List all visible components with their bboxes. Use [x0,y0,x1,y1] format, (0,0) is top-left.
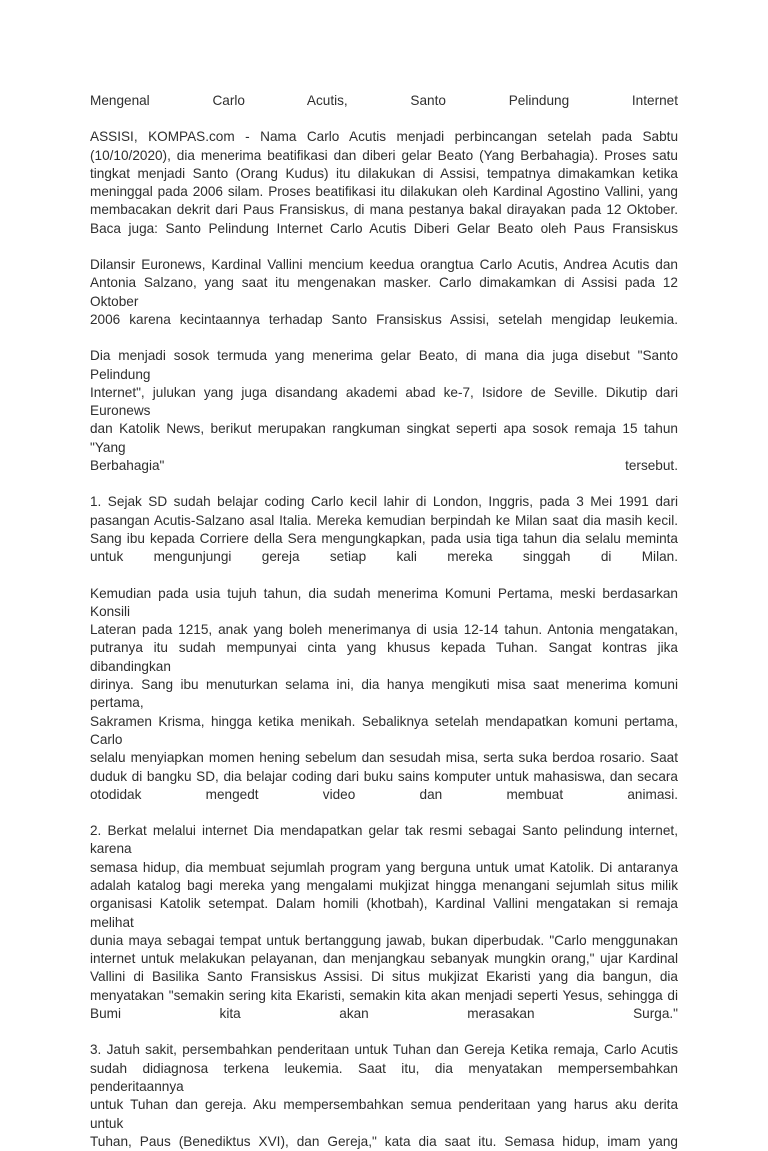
text-line: Vallini di Basilika Santo Fransiskus Assisi. Di situs mukjizat Ekaristi yang dia bangun, dia [90,969,678,985]
text-line: untuk Tuhan dan gereja. Aku mempersembahkan semua penderitaan yang harus aku derita untuk [90,1097,678,1131]
paragraph [90,256,678,329]
text-line: selalu menyiapkan momen hening sebelum dan sesudah misa, serta suka berdoa rosario. Saat [90,750,678,766]
text-line: Internet", julukan yang juga disandang akademi abad ke-7, Isidore de Seville. Dikutip dari Euronews [90,384,678,419]
text-line: dan Katolik News, berikut merupakan rangkuman singkat seperti apa sosok remaja 15 tahun "Yang [90,421,678,455]
text-line: pasangan Acutis-Salzano asal Italia. Mereka kemudian berpindah ke Milan saat dia masih kecil. [90,512,678,528]
paragraph [90,493,678,566]
text-line: 3. Jatuh sakit, persembahkan penderitaan untuk Tuhan dan Gereja Ketika remaja, Carlo Acutis [90,1042,678,1058]
text-line: meninggal pada 2006 silam. Proses beatifikasi itu dilakukan oleh Kardinal Agostino Vallini, yang [90,184,678,200]
text-line: duduk di bangku SD, dia belajar coding dari buku sains komputer untuk mahasiswa, dan secara [90,768,678,784]
text-line: Kemudian pada usia tujuh tahun, dia sudah menerima Komuni Pertama, meski berdasarkan Konsili [90,585,678,619]
text-line: Sang ibu kepada Corriere della Sera mengungkapkan, pada usia tiga tahun dia selalu meminta [90,530,678,546]
text-line: tingkat menjadi Santo (Orang Kudus) itu dilakukan di Assisi, tempatnya dimakamkan ketika [90,165,678,181]
text-line: Sakramen Krisma, hingga ketika menikah. Sebaliknya setelah mendapatkan komuni pertama, Carlo [90,713,678,747]
text-line: semasa hidup, dia membuat sejumlah program yang berguna untuk umat Katolik. Di antaranya [90,859,678,875]
article-title: Mengenal Carlo Acutis, Santo Pelindung Internet [90,93,678,108]
text-line: 2. Berkat melalui internet Dia mendapatkan gelar tak resmi sebagai Santo pelindung internet, karena [90,823,678,857]
text-line: ASSISI, KOMPAS.com - Nama Carlo Acutis menjadi perbincangan setelah pada Sabtu [90,129,678,145]
text-line: organisasi Katolik setempat. Dalam homili (khotbah), Kardinal Vallini mengatakan si remaja melihat [90,896,678,930]
paragraph [90,585,678,805]
text-line: (10/10/2020), dia menerima beatifikasi dan diberi gelar Beato (Yang Berbahagia). Proses satu [90,147,678,163]
text-line: Baca juga: Santo Pelindung Internet Carlo Acutis Diberi Gelar Beato oleh Paus Fransiskus [90,220,678,236]
text-line: dunia maya sebagai tempat untuk bertanggung jawab, bukan diperbudak. "Carlo menggunakan [90,932,678,948]
text-line: Lateran pada 1215, anak yang boleh menerimanya di usia 12-14 tahun. Antonia mengatakan, [90,622,678,638]
text-line: putranya itu sudah mempunyai cinta yang khusus kepada Tuhan. Sangat kontras jika dibandingkan [90,640,678,674]
text-line: otodidak mengedt video dan membuat animasi. [90,786,678,802]
text-line: 2006 karena kecintaannya terhadap Santo Fransiskus Assisi, setelah mengidap leukemia. [90,311,678,327]
text-line: Berbahagia" tersebut. [90,458,678,474]
text-line: menyatakan "semakin sering kita Ekaristi, semakin kita akan menjadi seperti Yesus, sehingga di [90,987,678,1003]
text-line: membacakan dekrit dari Paus Fransiskus, di mana pestanya bakal dirayakan pada 12 Oktober. [90,202,678,218]
paragraph [90,1041,678,1151]
text-line: Dia menjadi sosok termuda yang menerima gelar Beato, di mana dia juga disebut "Santo Pelindung [90,348,678,382]
text-line: sudah didiagnosa terkena leukemia. Saat itu, dia menyatakan mempersembahkan penderitaannya [90,1060,678,1094]
text-line: 1. Sejak SD sudah belajar coding Carlo kecil lahir di London, Inggris, pada 3 Mei 1991 dari [90,494,678,510]
paragraph [90,822,678,1023]
text-line: adalah katalog bagi mereka yang mengalami mukjizat hingga menangani sejumlah situs milik [90,877,678,893]
text-line: Tuhan, Paus (Benediktus XVI), dan Gereja," kata dia saat itu. Semasa hidup, imam yang [90,1133,678,1149]
text-line: Bumi kita akan merasakan Surga." [90,1006,678,1022]
article-body [90,128,678,1151]
text-line: untuk mengunjungi gereja setiap kali mereka singgah di Milan. [90,549,678,565]
text-line: Dilansir Euronews, Kardinal Vallini mencium keedua orangtua Carlo Acutis, Andrea Acutis dan [90,257,678,273]
text-line: Antonia Salzano, yang saat itu mengenakan masker. Carlo dimakamkan di Assisi pada 12 Oktober [90,275,678,309]
text-line: internet untuk melakukan pelayanan, dan menjangkau sebanyak mungkin orang," ujar Kardinal [90,951,678,967]
paragraph [90,347,678,475]
paragraph [90,128,678,238]
text-line: dirinya. Sang ibu menuturkan selama ini, dia hanya mengikuti misa saat menerima komuni pertama, [90,677,678,711]
